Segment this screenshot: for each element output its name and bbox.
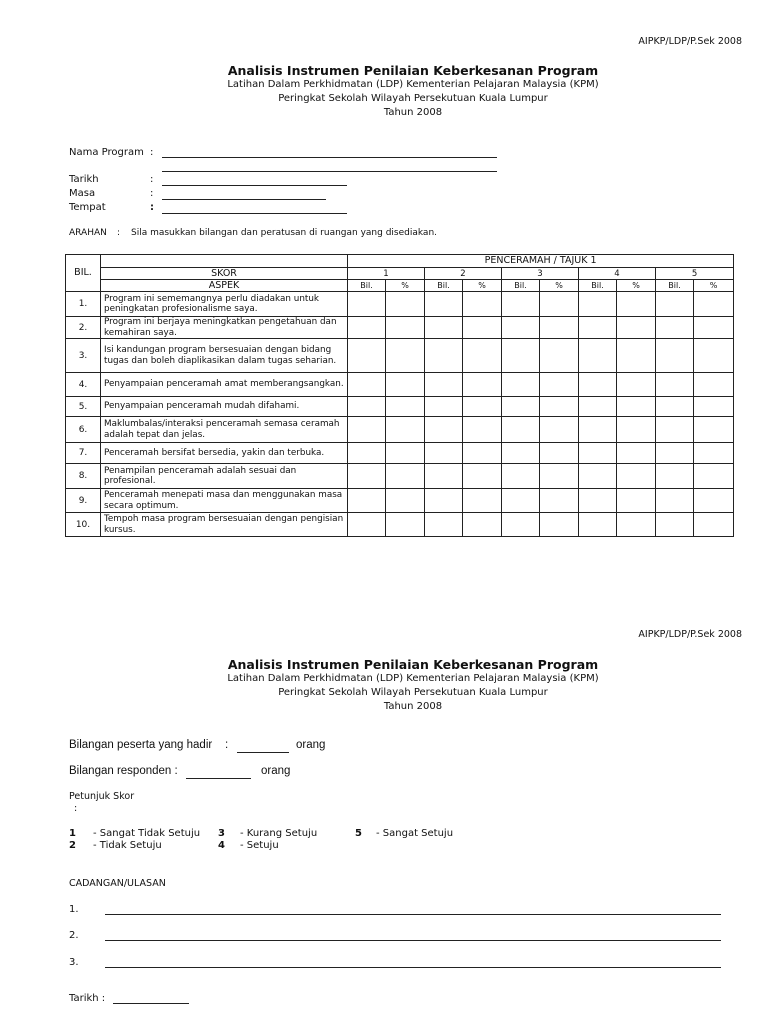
percent-input-cell[interactable]: [540, 373, 579, 397]
aspek-text: Penceramah bersifat bersedia, yakin dan terbuka.: [101, 443, 348, 464]
percent-subheader: %: [463, 280, 502, 292]
colon: :: [150, 147, 154, 158]
bil-input-cell[interactable]: [425, 464, 463, 489]
cadangan-item-number: 3.: [69, 957, 79, 968]
bil-input-cell[interactable]: [502, 292, 540, 317]
percent-input-cell[interactable]: [694, 292, 734, 317]
bil-subheader: Bil.: [348, 280, 386, 292]
table-row: [66, 489, 734, 513]
percent-input-cell[interactable]: [463, 292, 502, 317]
bil-input-cell[interactable]: [656, 489, 694, 513]
percent-input-cell[interactable]: [617, 464, 656, 489]
tarikh-field[interactable]: [113, 1003, 189, 1004]
colon: :: [150, 202, 154, 213]
aspek-text: Penceramah menepati masa dan menggunakan masa secara optimum.: [101, 489, 348, 513]
nama-program-label: Nama Program: [69, 147, 144, 158]
percent-input-cell[interactable]: [694, 339, 734, 373]
bil-input-cell[interactable]: [656, 443, 694, 464]
bil-input-cell[interactable]: [579, 317, 617, 339]
bil-input-cell[interactable]: [656, 464, 694, 489]
scale-num: 1: [69, 828, 76, 839]
percent-input-cell[interactable]: [386, 292, 425, 317]
scale-text: - Sangat Setuju: [376, 828, 454, 839]
bil-input-cell[interactable]: [502, 464, 540, 489]
percent-input-cell[interactable]: [386, 339, 425, 373]
aspek-text: Isi kandungan program bersesuaian dengan bidang tugas dan boleh diaplikasikan dalam tugas seharian.: [101, 339, 348, 373]
group-header: 2: [425, 268, 502, 280]
bil-input-cell[interactable]: [502, 339, 540, 373]
bil-input-cell[interactable]: [656, 373, 694, 397]
bil-input-cell[interactable]: [425, 513, 463, 537]
percent-input-cell[interactable]: [540, 292, 579, 317]
row-number: 7.: [66, 443, 101, 464]
nama-program-field-line2[interactable]: [162, 171, 497, 172]
skor-header: SKOR: [101, 268, 348, 280]
percent-input-cell[interactable]: [386, 464, 425, 489]
bil-input-cell[interactable]: [425, 397, 463, 417]
bil-input-cell[interactable]: [348, 373, 386, 397]
bil-input-cell[interactable]: [348, 339, 386, 373]
percent-subheader: %: [386, 280, 425, 292]
percent-input-cell[interactable]: [540, 317, 579, 339]
scale-num: 3: [218, 828, 225, 839]
percent-input-cell[interactable]: [617, 489, 656, 513]
percent-input-cell[interactable]: [386, 443, 425, 464]
bil-input-cell[interactable]: [348, 443, 386, 464]
percent-input-cell[interactable]: [540, 339, 579, 373]
percent-input-cell[interactable]: [694, 317, 734, 339]
page-subtitle: Latihan Dalam Perkhidmatan (LDP) Kementerian Pelajaran Malaysia (KPM): [227, 79, 599, 90]
orang-label: orang: [261, 765, 291, 777]
hadir-field[interactable]: [237, 752, 289, 753]
cadangan-line-1[interactable]: [105, 914, 721, 915]
percent-input-cell[interactable]: [617, 443, 656, 464]
scale-text: - Kurang Setuju: [240, 828, 318, 839]
percent-input-cell[interactable]: [463, 443, 502, 464]
bil-input-cell[interactable]: [579, 373, 617, 397]
bil-input-cell[interactable]: [579, 464, 617, 489]
row-number: 8.: [66, 464, 101, 489]
hadir-label: Bilangan peserta yang hadir: [69, 739, 213, 751]
cadangan-item-number: 1.: [69, 904, 79, 915]
penceramah-header: PENCERAMAH / TAJUK 1: [348, 255, 734, 268]
table-row: [66, 292, 734, 317]
cadangan-label: CADANGAN/ULASAN: [69, 878, 166, 889]
scale-num: 4: [218, 840, 225, 851]
responden-label: Bilangan responden :: [69, 765, 178, 777]
tempat-label: Tempat: [69, 202, 106, 213]
bil-input-cell[interactable]: [656, 417, 694, 443]
bil-input-cell[interactable]: [502, 417, 540, 443]
table-row: [66, 513, 734, 537]
percent-input-cell[interactable]: [540, 417, 579, 443]
bil-input-cell[interactable]: [425, 443, 463, 464]
bil-input-cell[interactable]: [502, 489, 540, 513]
aspek-text: Program ini sememangnya perlu diadakan untuk peningkatan profesionalisme saya.: [101, 292, 348, 317]
percent-input-cell[interactable]: [540, 464, 579, 489]
table-row: [66, 373, 734, 397]
bil-input-cell[interactable]: [502, 513, 540, 537]
percent-input-cell[interactable]: [617, 417, 656, 443]
percent-input-cell[interactable]: [694, 373, 734, 397]
bil-input-cell[interactable]: [579, 489, 617, 513]
table-row: [66, 339, 734, 373]
bil-subheader: Bil.: [656, 280, 694, 292]
percent-input-cell[interactable]: [694, 443, 734, 464]
aspek-text: Penampilan penceramah adalah sesuai dan profesional.: [101, 464, 348, 489]
colon: :: [225, 739, 229, 751]
tarikh-label: Tarikh :: [69, 993, 106, 1004]
responden-field[interactable]: [186, 778, 251, 779]
orang-label: orang: [296, 739, 326, 751]
percent-input-cell[interactable]: [463, 417, 502, 443]
bil-header: BIL.: [66, 255, 101, 292]
percent-input-cell[interactable]: [694, 464, 734, 489]
group-header: 5: [656, 268, 734, 280]
bil-input-cell[interactable]: [502, 373, 540, 397]
bil-input-cell[interactable]: [579, 339, 617, 373]
page-title: Analisis Instrumen Penilaian Keberkesanan Program: [227, 657, 599, 672]
row-number: 1.: [66, 292, 101, 317]
bil-input-cell[interactable]: [348, 292, 386, 317]
masa-label: Masa: [69, 188, 96, 199]
percent-subheader: %: [617, 280, 656, 292]
bil-input-cell[interactable]: [579, 443, 617, 464]
percent-input-cell[interactable]: [540, 513, 579, 537]
bil-input-cell[interactable]: [348, 464, 386, 489]
scale-text: - Sangat Tidak Setuju: [93, 828, 201, 839]
table-row: [66, 464, 734, 489]
aspek-text: Penyampaian penceramah amat memberangsangkan.: [101, 373, 348, 397]
blank-header-cell: [101, 255, 348, 268]
percent-input-cell[interactable]: [463, 513, 502, 537]
colon: :: [74, 803, 78, 814]
percent-input-cell[interactable]: [617, 292, 656, 317]
page-subtitle: Latihan Dalam Perkhidmatan (LDP) Kementerian Pelajaran Malaysia (KPM): [227, 673, 599, 684]
aspek-text: Program ini berjaya meningkatkan pengetahuan dan kemahiran saya.: [101, 317, 348, 339]
tarikh-label: Tarikh: [69, 174, 99, 185]
tarikh-field[interactable]: [162, 185, 347, 186]
page-subtitle: Tahun 2008: [383, 107, 443, 118]
group-header: 4: [579, 268, 656, 280]
nama-program-field[interactable]: [162, 157, 497, 158]
colon: :: [150, 188, 154, 199]
masa-field[interactable]: [162, 199, 326, 200]
percent-input-cell[interactable]: [617, 373, 656, 397]
table-row: [66, 417, 734, 443]
bil-input-cell[interactable]: [656, 397, 694, 417]
row-number: 4.: [66, 373, 101, 397]
percent-input-cell[interactable]: [694, 489, 734, 513]
bil-input-cell[interactable]: [425, 373, 463, 397]
colon: :: [117, 228, 121, 238]
bil-input-cell[interactable]: [425, 292, 463, 317]
bil-input-cell[interactable]: [579, 397, 617, 417]
group-header: 3: [502, 268, 579, 280]
percent-input-cell[interactable]: [463, 397, 502, 417]
scale-text: - Tidak Setuju: [93, 840, 162, 851]
bil-input-cell[interactable]: [579, 292, 617, 317]
arahan-text: Sila masukkan bilangan dan peratusan di ruangan yang disediakan.: [131, 228, 438, 238]
colon: :: [150, 174, 154, 185]
percent-input-cell[interactable]: [540, 443, 579, 464]
percent-input-cell[interactable]: [386, 489, 425, 513]
page-title: Analisis Instrumen Penilaian Keberkesanan Program: [227, 63, 599, 78]
aspek-text: Tempoh masa program bersesuaian dengan pengisian kursus.: [101, 513, 348, 537]
percent-input-cell[interactable]: [463, 489, 502, 513]
row-number: 6.: [66, 417, 101, 443]
bil-input-cell[interactable]: [348, 417, 386, 443]
page-subtitle: Tahun 2008: [383, 701, 443, 712]
percent-input-cell[interactable]: [540, 489, 579, 513]
scale-text: - Setuju: [240, 840, 279, 851]
arahan-label: ARAHAN: [69, 228, 107, 238]
percent-input-cell[interactable]: [463, 373, 502, 397]
group-header: 1: [348, 268, 425, 280]
aspek-header: ASPEK: [101, 280, 348, 292]
percent-input-cell[interactable]: [617, 317, 656, 339]
percent-subheader: %: [694, 280, 734, 292]
bil-input-cell[interactable]: [502, 443, 540, 464]
tempat-field[interactable]: [162, 213, 347, 214]
bil-input-cell[interactable]: [348, 397, 386, 417]
bil-input-cell[interactable]: [656, 317, 694, 339]
bil-input-cell[interactable]: [656, 513, 694, 537]
bil-input-cell[interactable]: [502, 397, 540, 417]
document-code: AIPKP/LDP/P.Sek 2008: [638, 629, 742, 640]
percent-input-cell[interactable]: [386, 417, 425, 443]
bil-input-cell[interactable]: [425, 489, 463, 513]
bil-input-cell[interactable]: [425, 417, 463, 443]
bil-subheader: Bil.: [502, 280, 540, 292]
bil-subheader: Bil.: [425, 280, 463, 292]
percent-input-cell[interactable]: [386, 397, 425, 417]
bil-input-cell[interactable]: [579, 513, 617, 537]
percent-input-cell[interactable]: [540, 397, 579, 417]
aspek-text: Penyampaian penceramah mudah difahami.: [101, 397, 348, 417]
percent-input-cell[interactable]: [617, 513, 656, 537]
cadangan-line-3[interactable]: [105, 967, 721, 968]
percent-input-cell[interactable]: [617, 397, 656, 417]
row-number: 9.: [66, 489, 101, 513]
table-row: [66, 443, 734, 464]
percent-input-cell[interactable]: [694, 417, 734, 443]
cadangan-line-2[interactable]: [105, 940, 721, 941]
percent-input-cell[interactable]: [386, 373, 425, 397]
percent-input-cell[interactable]: [463, 317, 502, 339]
row-number: 5.: [66, 397, 101, 417]
percent-input-cell[interactable]: [694, 397, 734, 417]
percent-input-cell[interactable]: [386, 513, 425, 537]
bil-input-cell[interactable]: [656, 292, 694, 317]
bil-input-cell[interactable]: [656, 339, 694, 373]
row-number: 2.: [66, 317, 101, 339]
page-subtitle: Peringkat Sekolah Wilayah Persekutuan Kuala Lumpur: [278, 93, 548, 104]
scale-num: 2: [69, 840, 76, 851]
petunjuk-label: Petunjuk Skor: [69, 791, 135, 802]
percent-input-cell[interactable]: [463, 464, 502, 489]
evaluation-table: [65, 254, 734, 537]
percent-input-cell[interactable]: [617, 339, 656, 373]
bil-subheader: Bil.: [579, 280, 617, 292]
page-subtitle: Peringkat Sekolah Wilayah Persekutuan Kuala Lumpur: [278, 687, 548, 698]
bil-input-cell[interactable]: [502, 317, 540, 339]
scale-num: 5: [355, 828, 362, 839]
percent-input-cell[interactable]: [386, 317, 425, 339]
bil-input-cell[interactable]: [348, 489, 386, 513]
percent-subheader: %: [540, 280, 579, 292]
row-number: 3.: [66, 339, 101, 373]
table-row: [66, 317, 734, 339]
bil-input-cell[interactable]: [348, 317, 386, 339]
bil-input-cell[interactable]: [579, 417, 617, 443]
bil-input-cell[interactable]: [425, 317, 463, 339]
bil-input-cell[interactable]: [348, 513, 386, 537]
aspek-text: Maklumbalas/interaksi penceramah semasa ceramah adalah tepat dan jelas.: [101, 417, 348, 443]
document-code: AIPKP/LDP/P.Sek 2008: [638, 36, 742, 47]
percent-input-cell[interactable]: [694, 513, 734, 537]
percent-input-cell[interactable]: [463, 339, 502, 373]
table-row: [66, 397, 734, 417]
row-number: 10.: [66, 513, 101, 537]
bil-input-cell[interactable]: [425, 339, 463, 373]
cadangan-item-number: 2.: [69, 930, 79, 941]
